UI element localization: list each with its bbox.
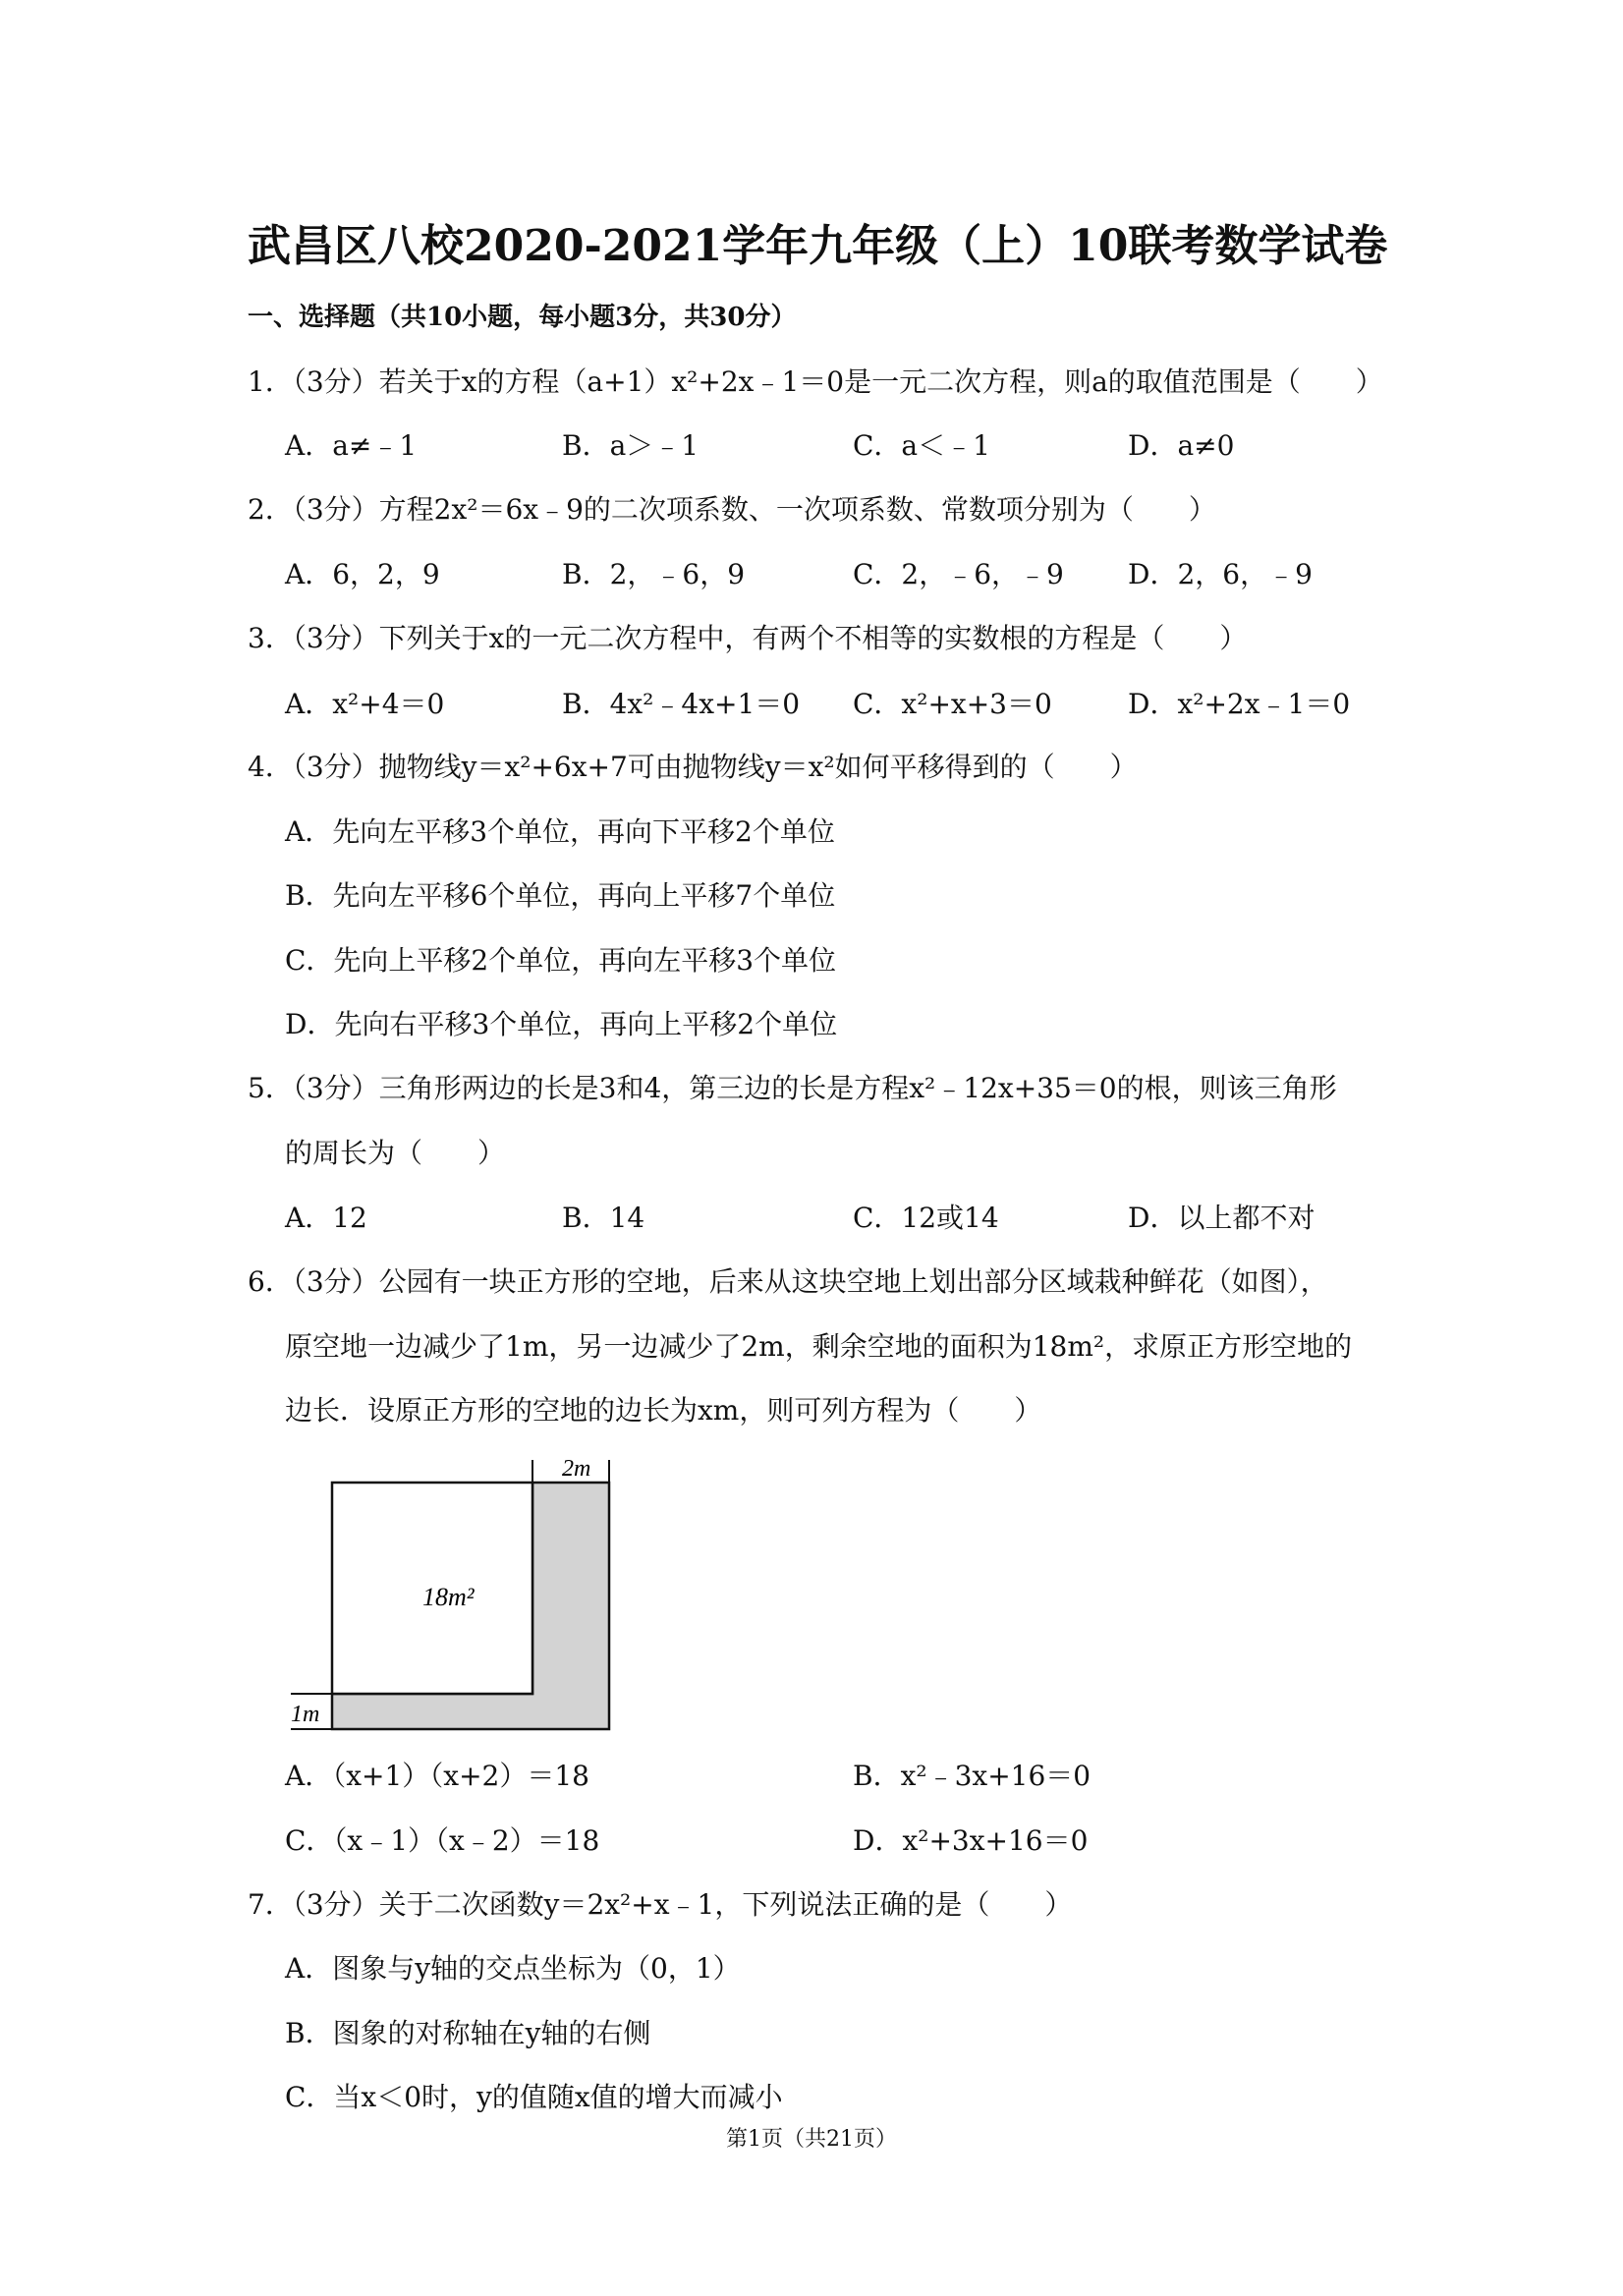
question-2-option-d: D．2，6，﹣9 — [1128, 558, 1313, 590]
question-5-option-a: A．12 — [285, 1202, 367, 1234]
page-title: 武昌区八校2020-2021学年九年级（上）10联考数学试卷 — [248, 221, 1388, 271]
question-7-option-b: B．图象的对称轴在y轴的右侧 — [285, 2017, 651, 2049]
question-4-option-c: C．先向上平移2个单位，再向左平移3个单位 — [285, 944, 837, 977]
question-5-option-d: D．以上都不对 — [1128, 1202, 1315, 1234]
question-4-option-a: A．先向左平移3个单位，再向下平移2个单位 — [285, 815, 835, 848]
question-3-option-a: A．x²+4＝0 — [285, 688, 445, 720]
question-6-text-cont-1: 原空地一边减少了1m，另一边减少了2m，剩余空地的面积为18m²，求原正方形空地的 — [285, 1330, 1353, 1363]
label-18m2: 18m² — [422, 1583, 475, 1611]
question-4-option-d: D．先向右平移3个单位，再向上平移2个单位 — [285, 1008, 838, 1040]
question-7-text: 7．（3分）关于二次函数y＝2x²+x﹣1，下列说法正确的是（ ） — [248, 1888, 1073, 1921]
question-3-option-b: B．4x²﹣4x+1＝0 — [562, 688, 801, 720]
question-7-option-a: A．图象与y轴的交点坐标为（0，1） — [285, 1952, 741, 1985]
question-3-option-c: C．x²+x+3＝0 — [853, 688, 1052, 720]
question-5-option-b: B．14 — [562, 1202, 645, 1234]
question-3-option-d: D．x²+2x﹣1＝0 — [1128, 688, 1351, 720]
question-5-text-cont: 的周长为（ ） — [285, 1137, 506, 1169]
square-garden-figure — [285, 1450, 619, 1739]
question-6-text-cont-2: 边长．设原正方形的空地的边长为xm，则可列方程为（ ） — [285, 1394, 1042, 1427]
question-6-option-b: B．x²﹣3x+16＝0 — [853, 1760, 1091, 1792]
question-4-option-b: B．先向左平移6个单位，再向上平移7个单位 — [285, 879, 836, 912]
question-1-option-b: B．a＞﹣1 — [562, 429, 700, 462]
page-footer: 第1页（共21页） — [726, 2127, 897, 2152]
section-heading: 一、选择题（共10小题，每小题3分，共30分） — [248, 303, 797, 332]
question-2-option-c: C．2，﹣6，﹣9 — [853, 558, 1064, 590]
question-1-option-a: A．a≠﹣1 — [285, 429, 418, 462]
garden-diagram — [285, 1450, 619, 1735]
question-5-text: 5．（3分）三角形两边的长是3和4，第三边的长是方程x²﹣12x+35＝0的根，则该三角形 — [248, 1072, 1337, 1104]
question-3-text: 3．（3分）下列关于x的一元二次方程中，有两个不相等的实数根的方程是（ ） — [248, 622, 1248, 654]
question-4-text: 4．（3分）抛物线y＝x²+6x+7可由抛物线y＝x²如何平移得到的（ ） — [248, 751, 1138, 783]
question-6-text: 6．（3分）公园有一块正方形的空地，后来从这块空地上划出部分区域栽种鲜花（如图）， — [248, 1265, 1328, 1298]
question-1-text: 1．（3分）若关于x的方程（a+1）x²+2x﹣1＝0是一元二次方程，则a的取值范围是（ ） — [248, 365, 1383, 398]
question-2-text: 2．（3分）方程2x²＝6x﹣9的二次项系数、一次项系数、常数项分别为（ ） — [248, 493, 1216, 526]
question-6-option-c: C．（x﹣1）（x﹣2）＝18 — [285, 1824, 600, 1857]
question-6-option-d: D．x²+3x+16＝0 — [853, 1824, 1089, 1857]
question-7-option-c: C．当x＜0时，y的值随x值的增大而减小 — [285, 2081, 783, 2113]
question-2-option-b: B．2，﹣6，9 — [562, 558, 746, 590]
question-1-option-d: D．a≠0 — [1128, 429, 1235, 462]
label-1m: 1m — [291, 1702, 320, 1727]
label-2m: 2m — [562, 1456, 591, 1482]
question-1-option-c: C．a＜﹣1 — [853, 429, 990, 462]
question-6-option-a: A．（x+1）（x+2）＝18 — [285, 1760, 589, 1792]
question-5-option-c: C．12或14 — [853, 1202, 999, 1234]
question-2-option-a: A．6，2，9 — [285, 558, 440, 590]
